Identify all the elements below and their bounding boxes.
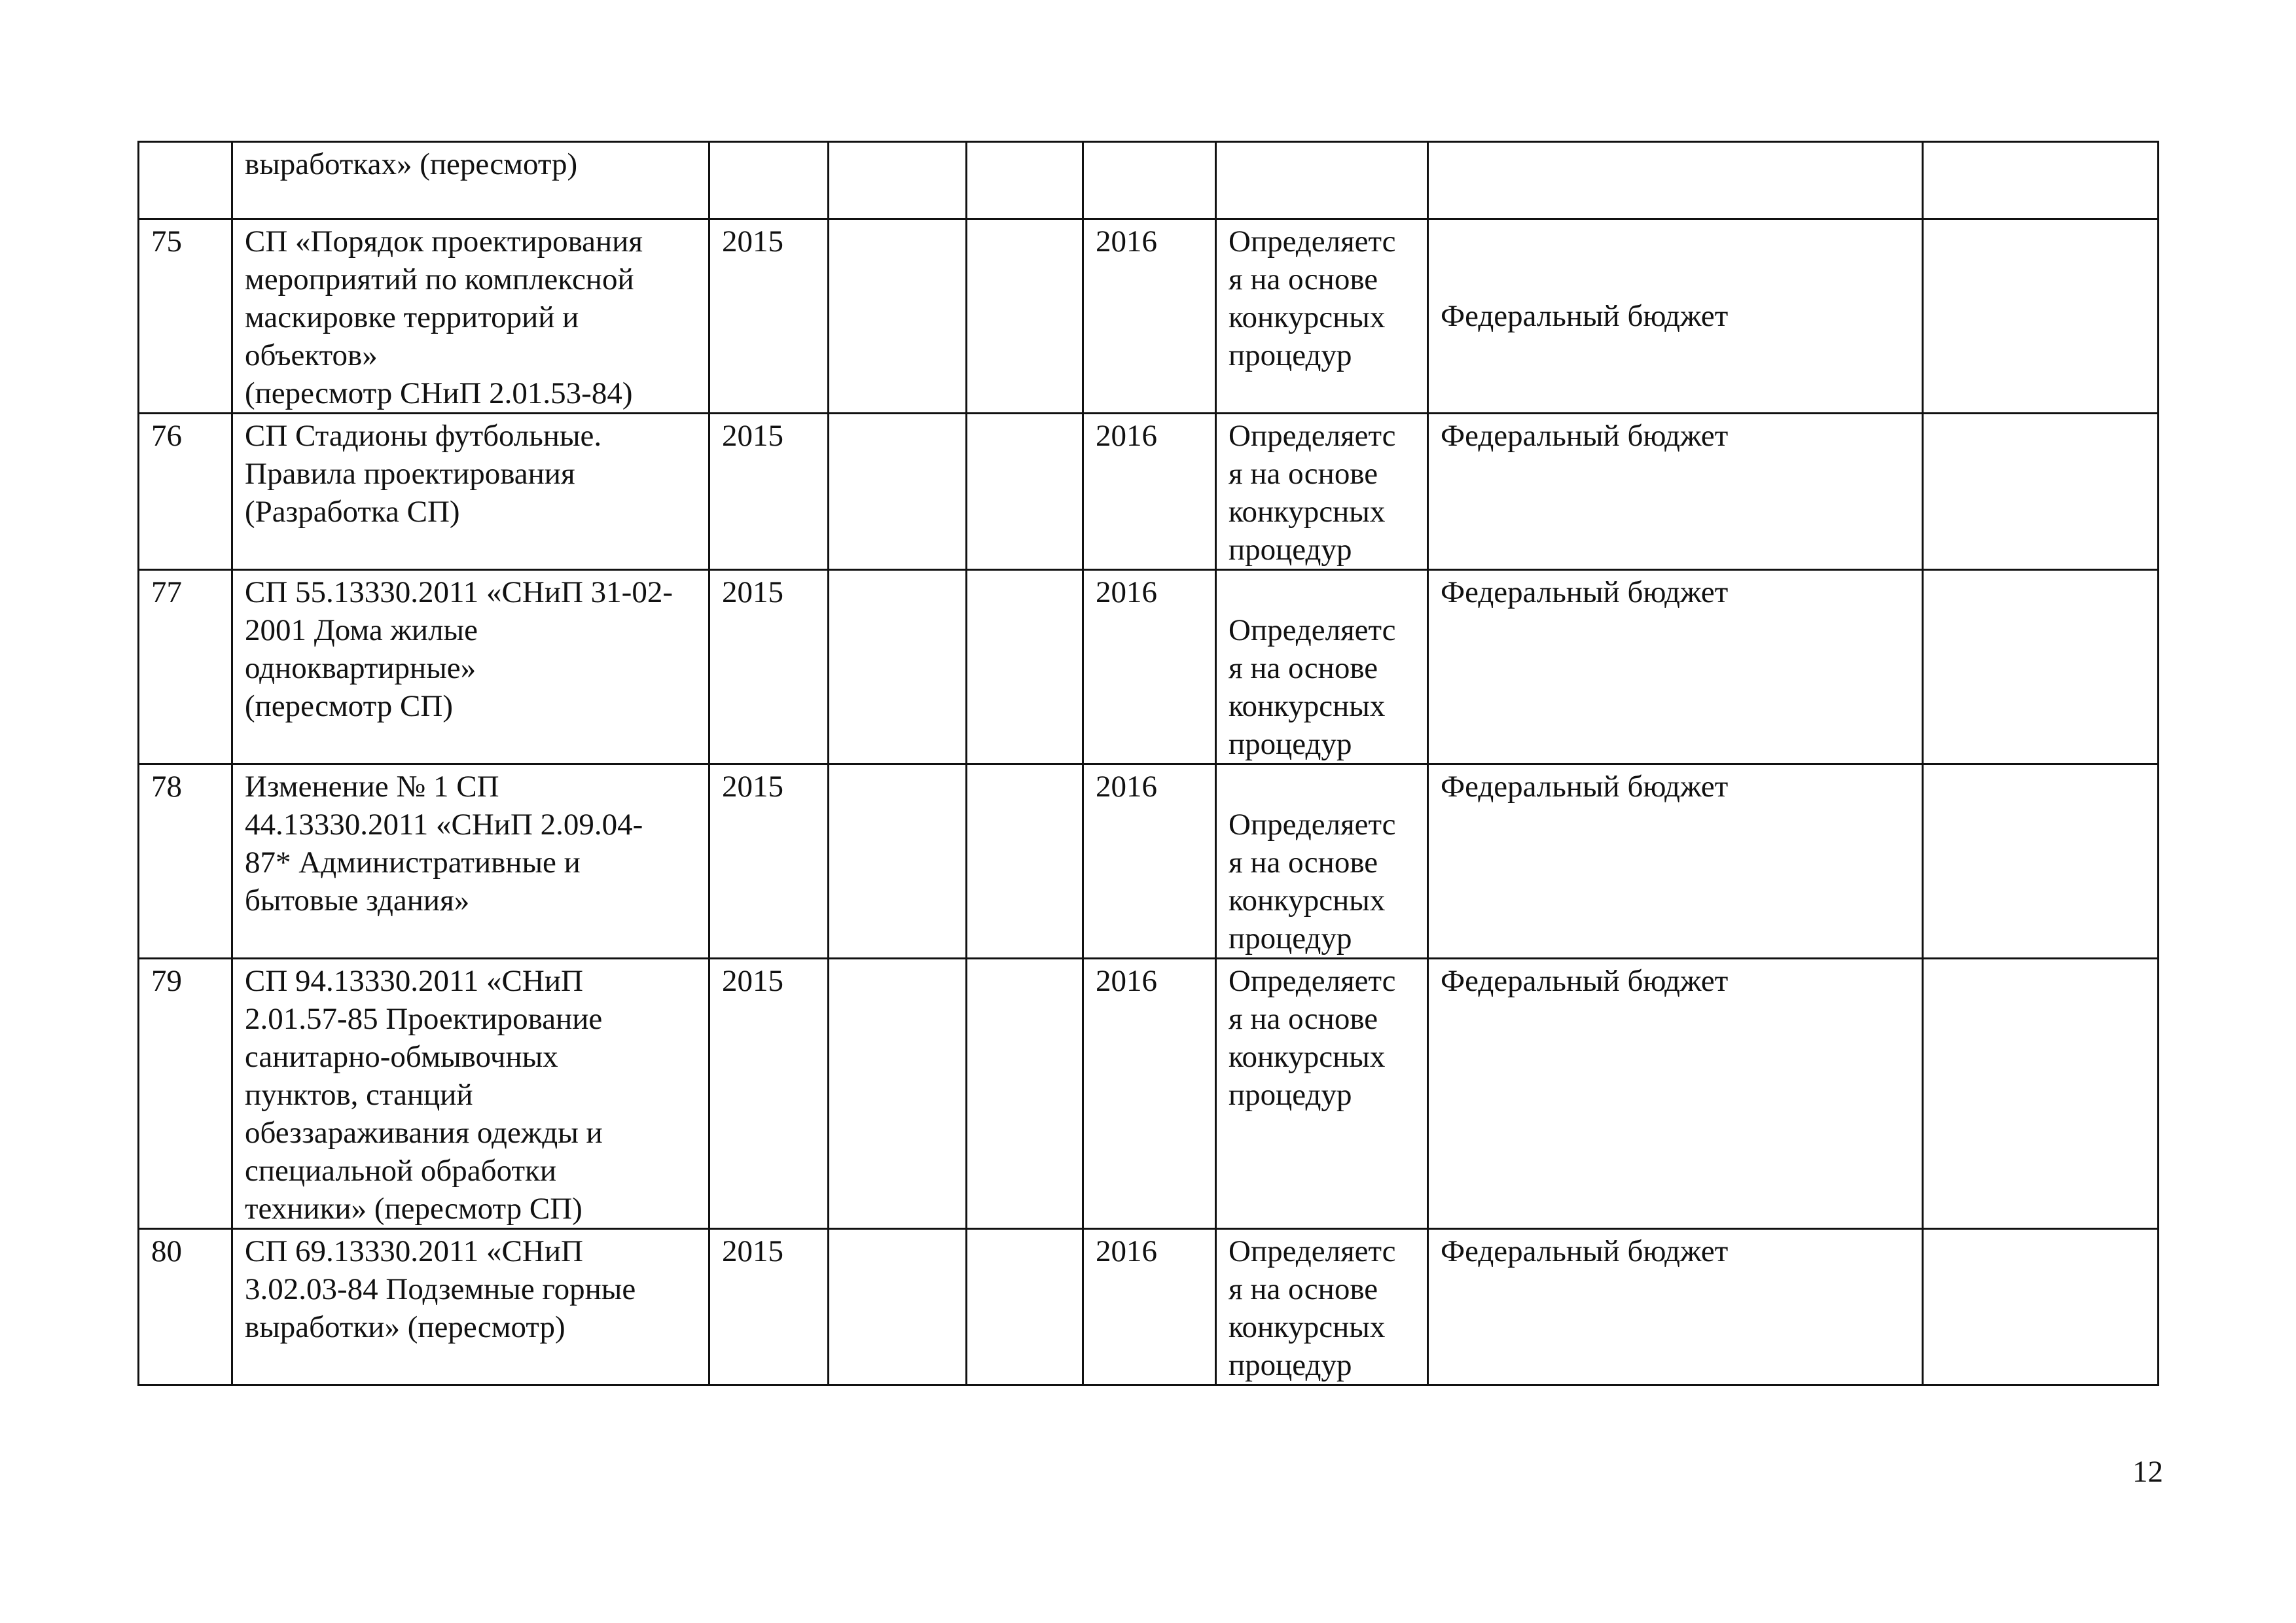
cell-source — [1428, 219, 1923, 414]
document-name: СП 55.13330.2011 «СНиП 31-02- 2001 Дома жилые одноквартирные» (пересмотр СП) — [245, 575, 673, 723]
cell-source — [1428, 142, 1923, 219]
table-row-continuation — [139, 142, 2159, 219]
row-number: 80 — [151, 1234, 182, 1268]
funding-source: Федеральный бюджет — [1441, 1234, 1729, 1268]
cell-num — [139, 142, 232, 219]
row-number: 76 — [151, 419, 182, 453]
cell-source — [1428, 959, 1923, 1229]
cell-col5 — [967, 1229, 1083, 1385]
cell-start — [709, 1229, 829, 1385]
cell-num — [139, 959, 232, 1229]
cell-num — [139, 764, 232, 959]
cell-col9 — [1923, 219, 2159, 414]
cell-end — [1083, 959, 1216, 1229]
cell-name — [232, 959, 709, 1229]
page-number: 12 — [2132, 1455, 2163, 1489]
cell-end — [1083, 1229, 1216, 1385]
cell-col5 — [967, 764, 1083, 959]
cost-text: Определяетс я на основе конкурсных процедур — [1229, 613, 1396, 761]
cell-name — [232, 764, 709, 959]
cost-text: Определяетс я на основе конкурсных процедур — [1229, 419, 1396, 567]
plan-table — [137, 141, 2159, 1386]
cell-col4 — [829, 570, 967, 764]
cell-cost — [1216, 219, 1428, 414]
cell-name — [232, 414, 709, 570]
end-year: 2016 — [1096, 575, 1157, 609]
table-row — [139, 764, 2159, 959]
start-year: 2015 — [722, 1234, 783, 1268]
cell-num — [139, 414, 232, 570]
row-number: 77 — [151, 575, 182, 609]
cell-name — [232, 219, 709, 414]
end-year: 2016 — [1096, 1234, 1157, 1268]
document-name: СП «Порядок проектирования мероприятий по комплексной маскировке территорий и объектов» (пересмотр СНиП 2.01.53-84) — [245, 224, 643, 410]
cell-end — [1083, 142, 1216, 219]
funding-source: Федеральный бюджет — [1441, 964, 1729, 998]
end-year: 2016 — [1096, 770, 1157, 804]
row-number: 79 — [151, 964, 182, 998]
table-row — [139, 959, 2159, 1229]
cell-col9 — [1923, 142, 2159, 219]
cell-col4 — [829, 764, 967, 959]
cell-col4 — [829, 414, 967, 570]
cell-cost — [1216, 414, 1428, 570]
cell-col5 — [967, 414, 1083, 570]
end-year: 2016 — [1096, 224, 1157, 259]
cell-col4 — [829, 142, 967, 219]
table-row — [139, 570, 2159, 764]
start-year: 2015 — [722, 770, 783, 804]
cell-num — [139, 570, 232, 764]
document-name: Изменение № 1 СП 44.13330.2011 «СНиП 2.09.04- 87* Административные и бытовые здания» — [245, 770, 643, 918]
cell-name — [232, 1229, 709, 1385]
cell-cost — [1216, 959, 1428, 1229]
cell-end — [1083, 764, 1216, 959]
cell-col4 — [829, 1229, 967, 1385]
document-name: СП Стадионы футбольные. Правила проектирования (Разработка СП) — [245, 419, 602, 529]
funding-source: Федеральный бюджет — [1441, 575, 1729, 609]
cell-cost — [1216, 142, 1428, 219]
cell-cost — [1216, 570, 1428, 764]
cell-end — [1083, 570, 1216, 764]
row-number: 75 — [151, 224, 182, 259]
cell-end — [1083, 414, 1216, 570]
cell-source — [1428, 570, 1923, 764]
cell-col9 — [1923, 764, 2159, 959]
document-name: СП 94.13330.2011 «СНиП 2.01.57-85 Проектирование санитарно-обмывочных пунктов, станций обеззараживания одежды и специальной обработки техники» (пересмотр СП) — [245, 964, 603, 1226]
cell-col4 — [829, 219, 967, 414]
start-year: 2015 — [722, 575, 783, 609]
cell-col5 — [967, 219, 1083, 414]
cell-source — [1428, 764, 1923, 959]
cell-col9 — [1923, 414, 2159, 570]
cell-col9 — [1923, 570, 2159, 764]
cell-start — [709, 142, 829, 219]
table-row — [139, 219, 2159, 414]
cell-source — [1428, 1229, 1923, 1385]
cost-text: Определяетс я на основе конкурсных процедур — [1229, 1234, 1396, 1382]
cell-name — [232, 570, 709, 764]
end-year: 2016 — [1096, 419, 1157, 453]
table-row — [139, 1229, 2159, 1385]
cell-col9 — [1923, 1229, 2159, 1385]
cell-num — [139, 219, 232, 414]
cell-start — [709, 959, 829, 1229]
row-number: 78 — [151, 770, 182, 804]
start-year: 2015 — [722, 964, 783, 998]
funding-source: Федеральный бюджет — [1441, 419, 1729, 453]
cell-name — [232, 142, 709, 219]
end-year: 2016 — [1096, 964, 1157, 998]
start-year: 2015 — [722, 419, 783, 453]
cell-col5 — [967, 959, 1083, 1229]
cell-col5 — [967, 142, 1083, 219]
cell-end — [1083, 219, 1216, 414]
funding-source: Федеральный бюджет — [1441, 770, 1729, 804]
cost-text: Определяетс я на основе конкурсных процедур — [1229, 964, 1396, 1112]
name-text: выработках» (пересмотр) — [245, 147, 578, 181]
funding-source: Федеральный бюджет — [1441, 299, 1729, 333]
cell-start — [709, 414, 829, 570]
cell-num — [139, 1229, 232, 1385]
cell-col4 — [829, 959, 967, 1229]
cell-cost — [1216, 764, 1428, 959]
cell-start — [709, 570, 829, 764]
cell-source — [1428, 414, 1923, 570]
cost-text: Определяетс я на основе конкурсных процедур — [1229, 808, 1396, 955]
table-row — [139, 414, 2159, 570]
document-name: СП 69.13330.2011 «СНиП 3.02.03-84 Подземные горные выработки» (пересмотр) — [245, 1234, 636, 1344]
start-year: 2015 — [722, 224, 783, 259]
cell-col5 — [967, 570, 1083, 764]
cell-start — [709, 764, 829, 959]
cell-start — [709, 219, 829, 414]
cell-cost — [1216, 1229, 1428, 1385]
cell-col9 — [1923, 959, 2159, 1229]
cost-text: Определяетс я на основе конкурсных процедур — [1229, 224, 1396, 372]
